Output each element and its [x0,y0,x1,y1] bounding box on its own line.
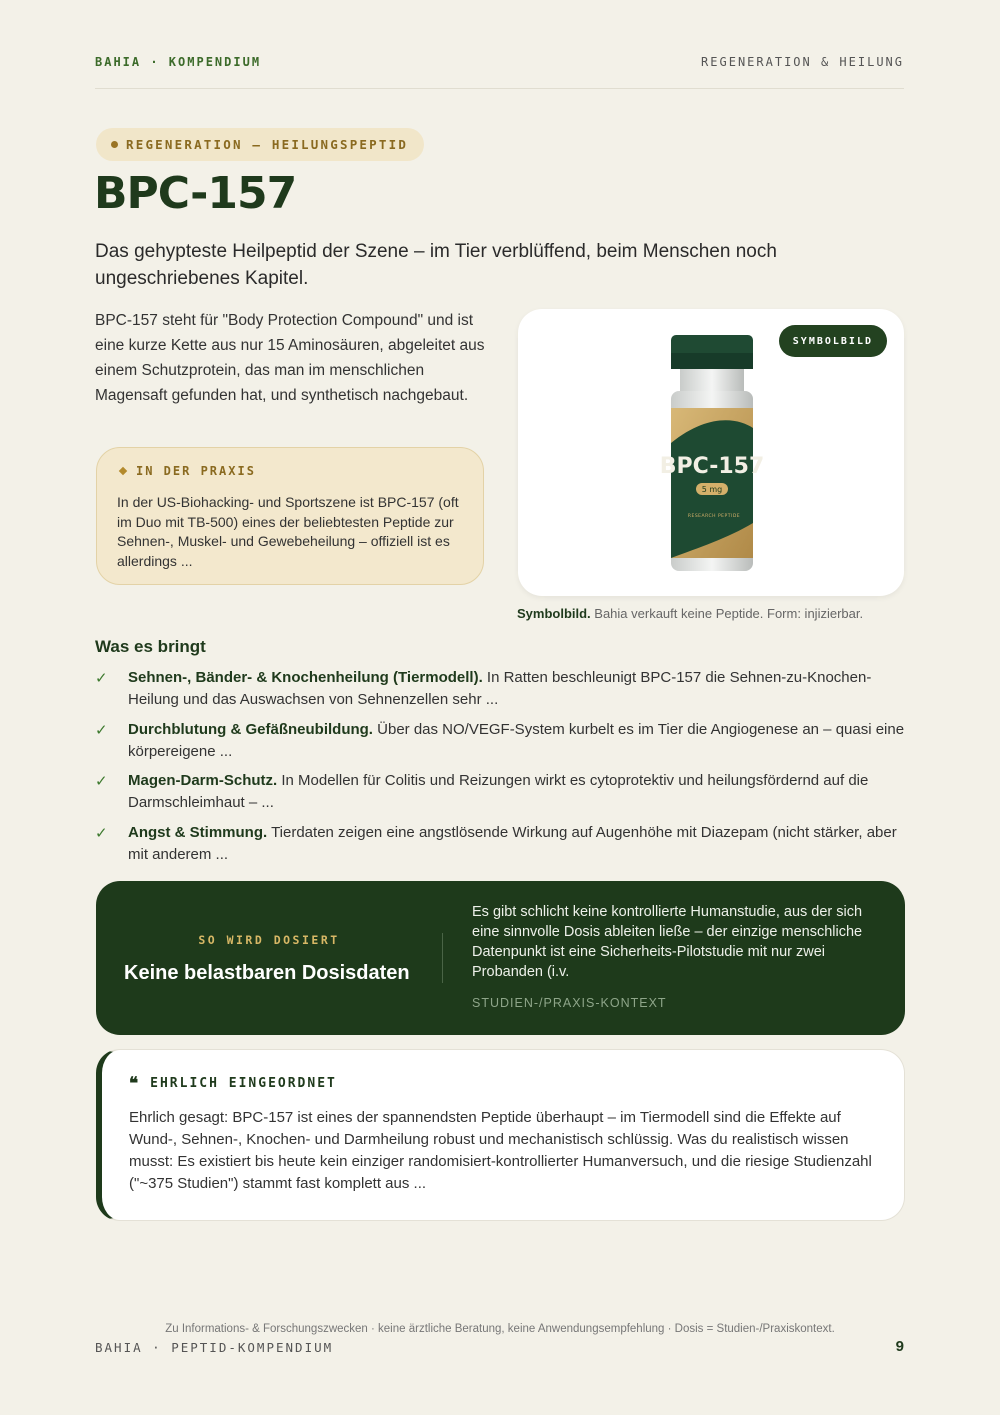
check-icon: ✓ [95,670,108,687]
practice-callout [96,447,484,585]
footer-disclaimer: Zu Informations- & Forschungszwecken · keine ärztliche Beratung, keine Anwendungsempfehlung · Dosis = Studien-/Praxiskontext. [165,1323,835,1335]
benefit-text: Tierdaten zeigen eine angstlösende Wirkung auf Augenhöhe mit Diazepam (nicht stärker, aber mit anderem ... [128,823,897,863]
list-item [95,719,905,763]
honest-header [129,1073,876,1094]
diamond-icon [119,467,127,475]
category-badge [96,128,424,161]
brand-label: BAHIA · KOMPENDIUM [95,55,262,69]
honest-assessment-box [96,1049,905,1221]
check-icon: ✓ [95,721,108,739]
benefit-head: Sehnen-, Bänder- & Knochenheilung (Tiermodell). [128,669,483,686]
benefits-list [95,667,905,873]
dosing-text: Es gibt schlicht keine kontrollierte Humanstudie, aus der sich eine sinnvolle Dosis ableiten ließe – der einzige menschliche Datenpunkt ist eine Sicherheits-Pilotstudie mit nur zwei Probanden (i.v. [472,904,863,980]
page-header [95,55,904,89]
caption-text: Bahia verkauft keine Peptide. Form: injizierbar. [590,606,864,621]
image-caption [517,606,907,621]
benefits-heading: Was es bringt [95,637,206,656]
dot-icon [111,141,118,148]
product-image-card [518,309,904,596]
check-icon: ✓ [95,773,108,790]
practice-text: In der US-Biohacking- und Sportszene ist BPC-157 (oft im Duo mit TB-500) eines der beliebtesten Peptide zur Sehnen-, Muskel- und Gewebeheilung – offiziell ist es allerdings ... [117,494,459,569]
practice-header [117,464,463,478]
vial-sub: RESEARCH PEPTIDE [687,514,741,519]
list-item [95,822,905,866]
dosing-summary [124,933,424,985]
benefit-text: In Ratten beschleunigt BPC-157 die Sehnen-zu-Knochen-Heilung und das Auswachsen von Sehnenzellen sehr ... [128,669,872,708]
quote-icon: ❝ [129,1073,141,1094]
divider [442,933,443,983]
page-title: BPC-157 [94,168,297,219]
footer-brand: BAHIA · PEPTID-KOMPENDIUM [95,1340,334,1355]
list-item [95,770,905,814]
dosing-title: Keine belastbaren Dosisdaten [124,962,410,984]
vial-dose: 5 mg [701,485,723,494]
vial-image [659,333,765,583]
dosing-context: STUDIEN-/PRAXIS-KONTEXT [472,996,667,1010]
vial-name: BPC-157 [659,454,765,479]
symbolbild-badge: SYMBOLBILD [779,325,887,357]
benefit-text: Über das NO/VEGF-System kurbelt es im Tier die Angiogenese an – quasi eine körpereigene ... [128,720,905,760]
benefit-head: Angst & Stimmung. [128,823,268,841]
honest-text: Ehrlich gesagt: BPC-157 ist eines der spannendsten Peptide überhaupt – im Tiermodell sind die Effekte auf Wund-, Sehnen-, Knochen- und Darmheilung robust und mechanistisch schlüssig. Was du realistisch wissen musst: Es existiert bis heute kein einziger randomisiert-kontrollierter Humanversuch, und die riesige Studienzahl ("~375 Studien") stammt fast komplett aus ... [129,1109,872,1192]
list-item [95,667,905,711]
dosing-details [472,902,884,1013]
dosing-label: SO WIRD DOSIERT [198,933,340,947]
category-label: REGENERATION – HEILUNGSPEPTID [126,137,409,152]
honest-label: EHRLICH EINGEORDNET [150,1076,337,1091]
section-label: REGENERATION & HEILUNG [701,55,904,69]
dosing-panel [96,881,905,1035]
benefit-head: Durchblutung & Gefäßneubildung. [128,720,373,738]
benefit-head: Magen-Darm-Schutz. [128,772,278,789]
page-subtitle: Das gehypteste Heilpeptid der Szene – im Tier verblüffend, beim Menschen noch ungeschriebenes Kapitel. [95,241,777,289]
page-number: 9 [895,1338,904,1355]
practice-label: IN DER PRAXIS [136,464,256,478]
caption-bold: Symbolbild. [517,606,591,621]
benefit-text: In Modellen für Colitis und Reizungen wirkt es cytoprotektiv und heilungsfördernd auf die Darmschleimhaut – ... [128,772,869,811]
intro-paragraph: BPC-157 steht für "Body Protection Compound" und ist eine kurze Kette aus nur 15 Aminosäuren, abgeleitet aus einem Schutzprotein, das man im menschlichen Magensaft gefunden hat, und synthetisch nachgebaut. [95,312,485,404]
check-icon: ✓ [95,824,108,842]
